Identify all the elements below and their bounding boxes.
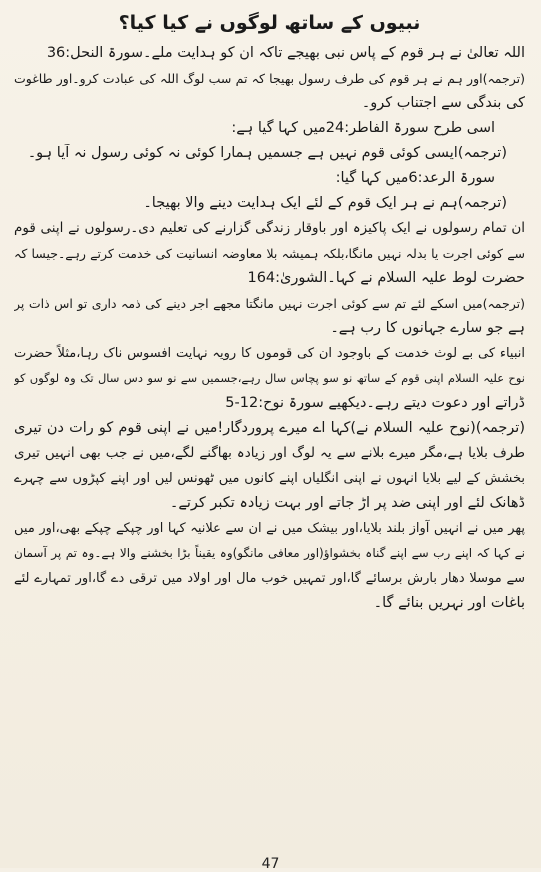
text-line: (ترجمہ)اور ہم نے ہر قوم کی طرف رسول بھیجا کہ تم سب لوگ اللہ کی عبادت کرو۔اور طاغوت	[14, 71, 525, 86]
text-line: ہے جو سارے جہانوں کا رب ہے۔	[330, 320, 525, 336]
text-line: حضرت لوط علیہ السلام نے کہا۔الشوریٰ:164	[247, 270, 525, 286]
text-line: کی بندگی سے اجتناب کرو۔	[361, 95, 525, 111]
text-line: طرف بلایا ہے،مگر میرے بلانے سے یہ لوگ اور زیادہ بھاگنے لگے،میں نے جب بھی انہیں تیری	[14, 445, 525, 461]
text-line: سے موسلا دھار بارش برسائے گا،اور تمہیں خوب مال اور اولاد میں ترقی دے گا،اور تمہارے لئے	[14, 571, 525, 586]
text-line: (ترجمہ)ایسی کوئی قوم نہیں ہے جسمیں ہمارا کوئی نہ کوئی رسول نہ آیا ہو۔	[27, 145, 507, 161]
text-line: بخشش کے لیے بلایا انہوں نے اپنی انگلیاں اپنے کانوں میں ٹھونس لیں اور اپنے کپڑوں سے چہرے	[14, 471, 525, 486]
page-number: 47	[261, 856, 280, 872]
text-line: انبیاء کی بے لوث خدمت کے باوجود ان کی قوموں کا رویہ نہایت افسوس ناک رہا،مثلاً حضرت	[14, 346, 525, 361]
text-line: (ترجمہ)میں اسکے لئے تم سے کوئی اجرت نہیں مانگتا مجھے اجر دینے کی ذمہ داری تو اس ذات پر	[14, 296, 525, 311]
body-text	[14, 44, 525, 613]
text-line: باغات اور نہریں بنائے گا۔	[373, 595, 525, 611]
text-line: ڈراتے اور دعوت دیتے رہے۔دیکھیے سورۃ نوح:12-5	[225, 395, 525, 411]
text-line: (ترجمہ)(نوح علیہ السلام نے)کہا اے میرے پروردگار!میں نے اپنی قوم کو رات دن تیری	[14, 420, 525, 436]
text-line: سے کوئی اجرت یا بدلہ نہیں مانگا،بلکہ ہمیشہ بلا معاوضہ انسانیت کی خدمت کرتے رہے۔جیسا کہ	[14, 246, 525, 261]
text-line: (ترجمہ)ہم نے ہر ایک قوم کے لئے ایک ہدایت دینے والا بھیجا۔	[143, 195, 507, 211]
text-line: سورۃ الرعد:6میں کہا گیا:	[335, 170, 495, 186]
text-line: نوح علیہ السلام اپنی قوم کے ساتھ نو سو پچاس سال رہے،جسمیں سے نو سو دس سال تک وہ لوگوں کو	[14, 371, 525, 385]
text-line: اسی طرح سورۃ الفاطر:24میں کہا گیا ہے:	[231, 120, 495, 136]
text-line: پھر میں نے انہیں آواز بلند بلایا،اور بیشک میں نے ان سے علانیہ کہا اور چپکے چپکے بھی،اور میں	[14, 521, 525, 536]
text-line: ان تمام رسولوں نے ایک پاکیزہ اور باوقار زندگی گزارنے کی تعلیم دی۔رسولوں نے اپنی قوم	[14, 220, 525, 236]
page-title: نبیوں کے ساتھ لوگوں نے کیا کیا؟	[118, 12, 421, 34]
text-line: نے کہا کہ اپنے رب سے اپنے گناہ بخشواؤ(اور معافی مانگو)وہ یقیناً بڑا بخشنے والا ہے۔وہ تم پر آسمان	[14, 546, 525, 560]
text-line: ڈھانک لئے اور اپنی ضد پر اڑ جاتے اور بہت زیادہ تکبر کرتے۔	[169, 495, 525, 511]
text-line: اللہ تعالیٰ نے ہر قوم کے پاس نبی بھیجے تاکہ ان کو ہدایت ملے۔سورۃ النحل:36	[46, 45, 525, 61]
